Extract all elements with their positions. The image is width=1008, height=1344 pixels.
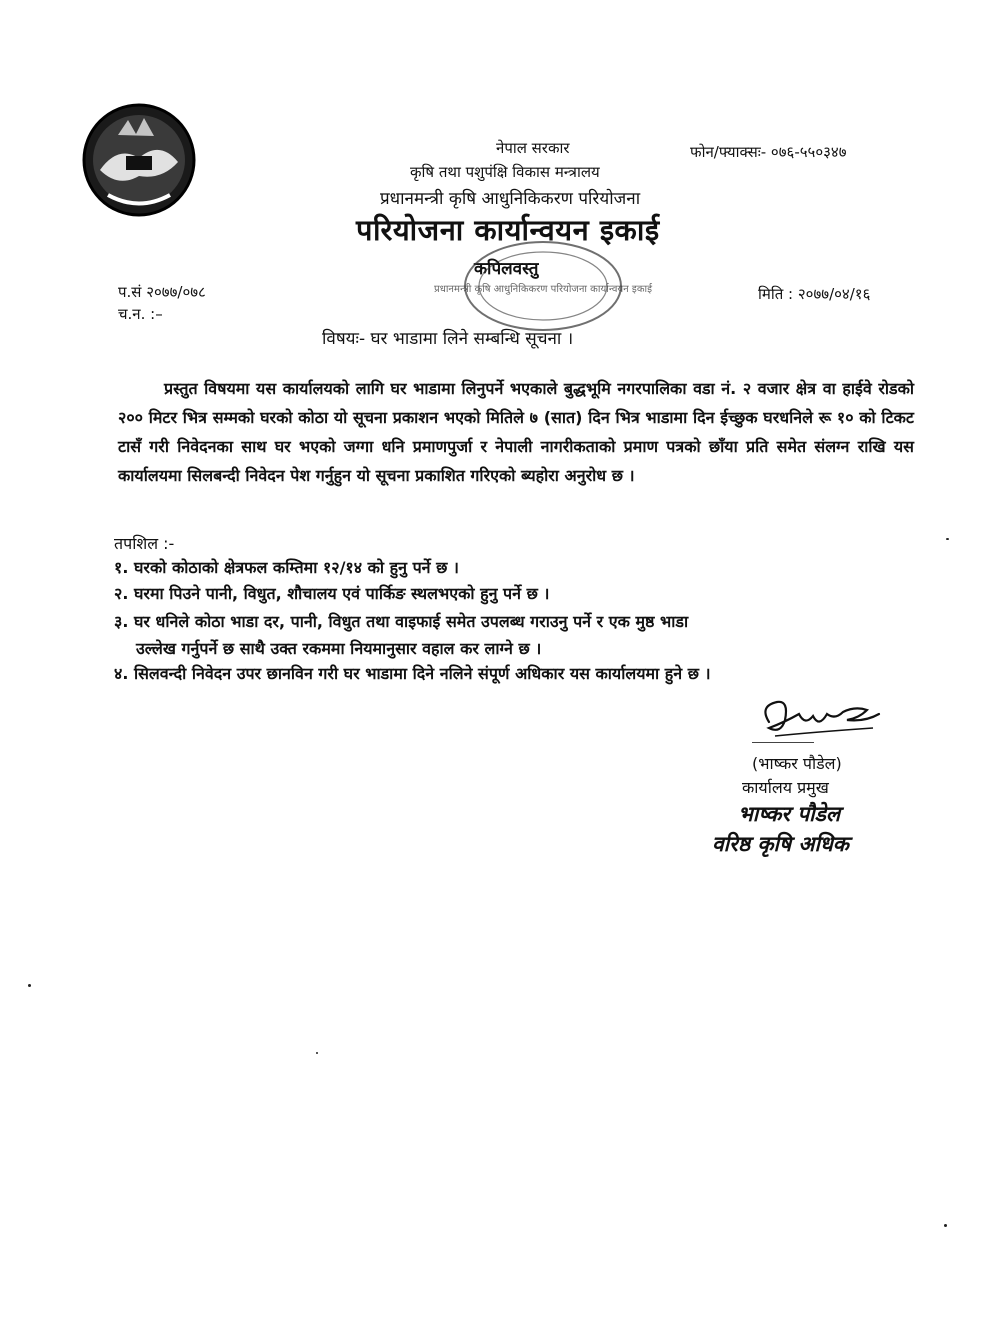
office-stamp <box>433 236 653 336</box>
scan-speck <box>944 1224 947 1227</box>
dispatch-number: च.न. :– <box>118 305 163 323</box>
government-emblem-icon <box>78 100 200 218</box>
detail-item-2: २. घरमा पिउने पानी, विधुत, शौचालय एवं पार्किङ स्थलभएको हुनु पर्ने छ । <box>114 584 550 603</box>
signatory-name: (भाष्कर पौडेल) <box>752 754 842 773</box>
stamp-text: प्रधानमन्त्री कृषि आधुनिकिकरण परियोजना कार्यान्वयन इकाई <box>433 284 653 295</box>
project-name: प्रधानमन्त्री कृषि आधुनिकिकरण परियोजना <box>380 189 641 209</box>
details-heading: तपशिल :- <box>114 534 175 553</box>
government-name: नेपाल सरकार <box>496 139 570 157</box>
detail-item-3-line-2: उल्लेख गर्नुपर्ने छ साथै उक्त रकममा नियमानुसार वहाल कर लाग्ने छ । <box>136 639 542 658</box>
scan-speck <box>28 984 31 987</box>
location-name: कपिलवस्तु <box>474 259 539 279</box>
ministry-name: कृषि तथा पशुपंक्षि विकास मन्त्रालय <box>410 163 600 181</box>
subject-line: विषयः- घर भाडामा लिने सम्बन्धि सूचना । <box>322 329 574 349</box>
detail-item-1: १. घरको कोठाको क्षेत्रफल कम्तिमा १२/१४ को हुनु पर्ने छ । <box>114 558 459 577</box>
body-paragraph: प्रस्तुत विषयमा यस कार्यालयको लागि घर भाडामा लिनुपर्ने भएकाले बुद्धभूमि नगरपालिका वडा नं. २ वजार क्षेत्र वा हाईवे रोडको २०० मिटर भित्र सम्मको घरको कोठा यो सूचना प्रकाशन भएको मितिले ७ (सात) दिन भित्र भाडामा दिन ईच्छुक घरधनिले रू १० को टिकट टासँ गरी निवेदनका साथ घर भएको जग्गा धनि प्रमाणपुर्जा र नेपाली नागरीकताको प्रमाण पत्रको छाँया प्रति समेत संलग्न राखि यस कार्यालयमा सिलबन्दी निवेदन पेश गर्नुहुन यो सूचना प्रकाशित गरिएको ब्यहोरा अनुरोध छ । <box>118 379 914 485</box>
signature-rule <box>752 742 814 743</box>
detail-item-3-line-1: ३. घर धनिले कोठा भाडा दर, पानी, विधुत तथा वाइफाई समेत उपलब्ध गराउनु पर्ने र एक मुष्ठ भाडा <box>114 612 689 631</box>
detail-item-3 <box>114 608 894 662</box>
reference-number: प.सं २०७७/०७८ <box>118 283 206 301</box>
scan-speck <box>316 1052 318 1054</box>
seal-title: वरिष्ठ कृषि अधिक <box>712 832 849 856</box>
seal-name: भाष्कर पौडेल <box>738 802 841 826</box>
unit-name: परियोजना कार्यान्वयन इकाई <box>356 213 660 247</box>
scan-speck <box>946 538 949 540</box>
date: मिति : २०७७/०४/१६ <box>758 285 871 303</box>
detail-item-4: ४. सिलवन्दी निवेदन उपर छानविन गरी घर भाडामा दिने नलिने संपूर्ण अधिकार यस कार्यालयमा हुने छ । <box>114 664 711 683</box>
phone-fax: फोन/फ्याक्सः- ०७६-५५०३४७ <box>690 143 847 161</box>
signatory-designation: कार्यालय प्रमुख <box>742 778 829 797</box>
